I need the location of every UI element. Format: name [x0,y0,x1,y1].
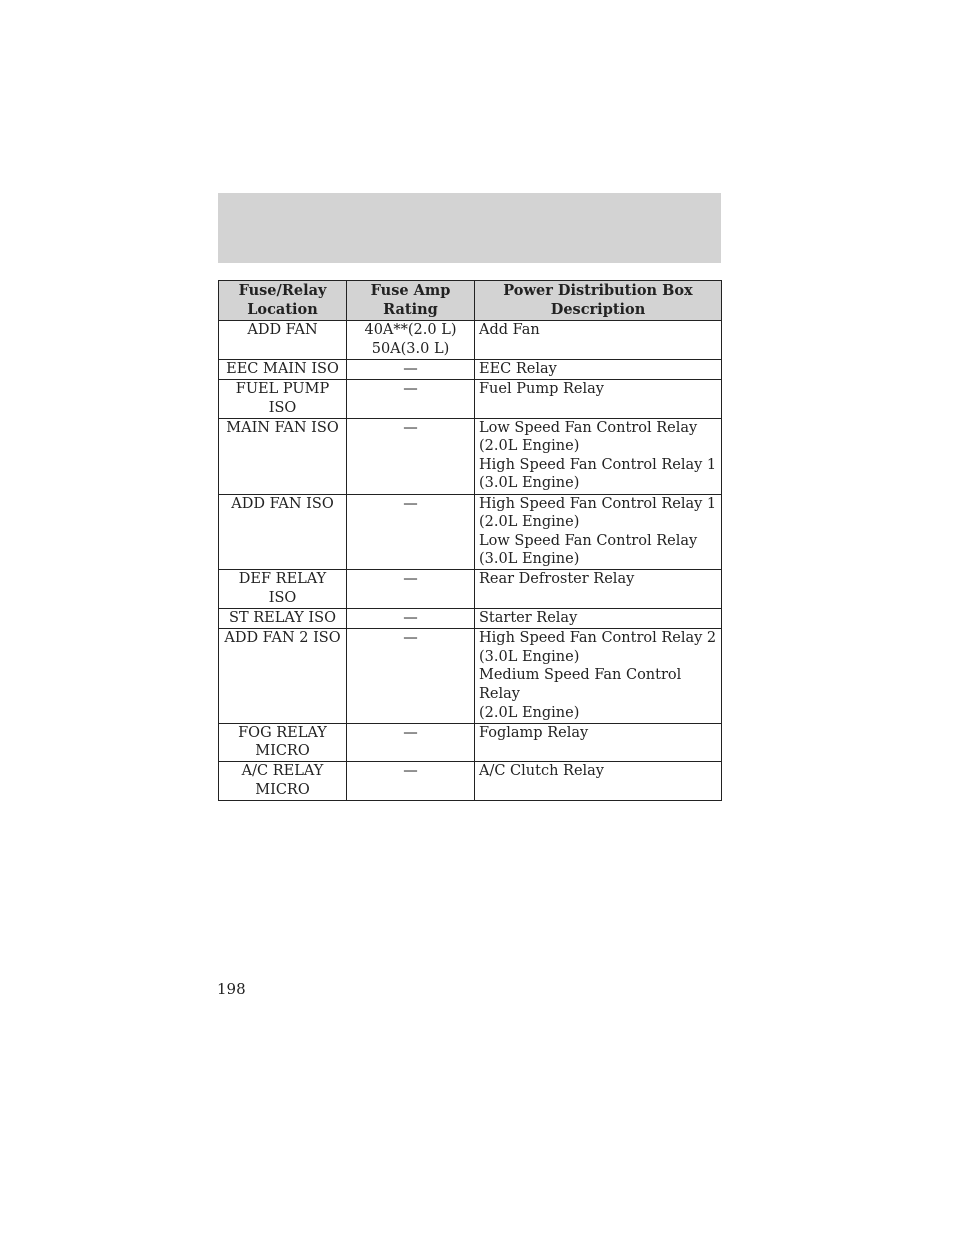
cell-location: FUEL PUMP ISO [219,379,347,418]
cell-location: FOG RELAY MICRO [219,723,347,762]
cell-location: ST RELAY ISO [219,609,347,629]
cell-description: EEC Relay [475,359,722,379]
table-row [219,418,722,494]
cell-description: Fuel Pump Relay [475,379,722,418]
cell-location: A/C RELAY MICRO [219,762,347,801]
cell-location: EEC MAIN ISO [219,359,347,379]
section-header-band [218,193,721,263]
table-row [219,494,722,570]
cell-description: Low Speed Fan Control Relay (2.0L Engine) High Speed Fan Control Relay 1 (3.0L Engine) [475,418,722,494]
cell-description: A/C Clutch Relay [475,762,722,801]
header-location: Fuse/Relay Location [219,281,347,321]
cell-location: ADD FAN [219,321,347,360]
cell-description: Add Fan [475,321,722,360]
table-row [219,762,722,801]
cell-amp-rating: 40A**(2.0 L) 50A(3.0 L) [347,321,475,360]
header-amp-rating: Fuse Amp Rating [347,281,475,321]
page-number: 198 [217,980,246,998]
cell-location: DEF RELAY ISO [219,570,347,609]
cell-description: Starter Relay [475,609,722,629]
cell-description: High Speed Fan Control Relay 2 (3.0L Engine) Medium Speed Fan Control Relay (2.0L Engine) [475,629,722,723]
table-row [219,379,722,418]
cell-location: MAIN FAN ISO [219,418,347,494]
table-body [219,321,722,801]
table-row [219,609,722,629]
table-row [219,723,722,762]
cell-amp-rating: — [347,723,475,762]
cell-amp-rating: — [347,570,475,609]
cell-amp-rating: — [347,379,475,418]
cell-amp-rating: — [347,359,475,379]
cell-description: High Speed Fan Control Relay 1 (2.0L Engine) Low Speed Fan Control Relay (3.0L Engine) [475,494,722,570]
cell-amp-rating: — [347,609,475,629]
cell-amp-rating: — [347,762,475,801]
table-row [219,359,722,379]
table-header-row [219,281,722,321]
table-row [219,570,722,609]
table-row [219,321,722,360]
table-row [219,629,722,723]
cell-location: ADD FAN 2 ISO [219,629,347,723]
cell-amp-rating: — [347,418,475,494]
cell-description: Foglamp Relay [475,723,722,762]
fuse-relay-table [218,280,722,801]
cell-amp-rating: — [347,494,475,570]
cell-location: ADD FAN ISO [219,494,347,570]
cell-description: Rear Defroster Relay [475,570,722,609]
header-description: Power Distribution Box Description [475,281,722,321]
cell-amp-rating: — [347,629,475,723]
